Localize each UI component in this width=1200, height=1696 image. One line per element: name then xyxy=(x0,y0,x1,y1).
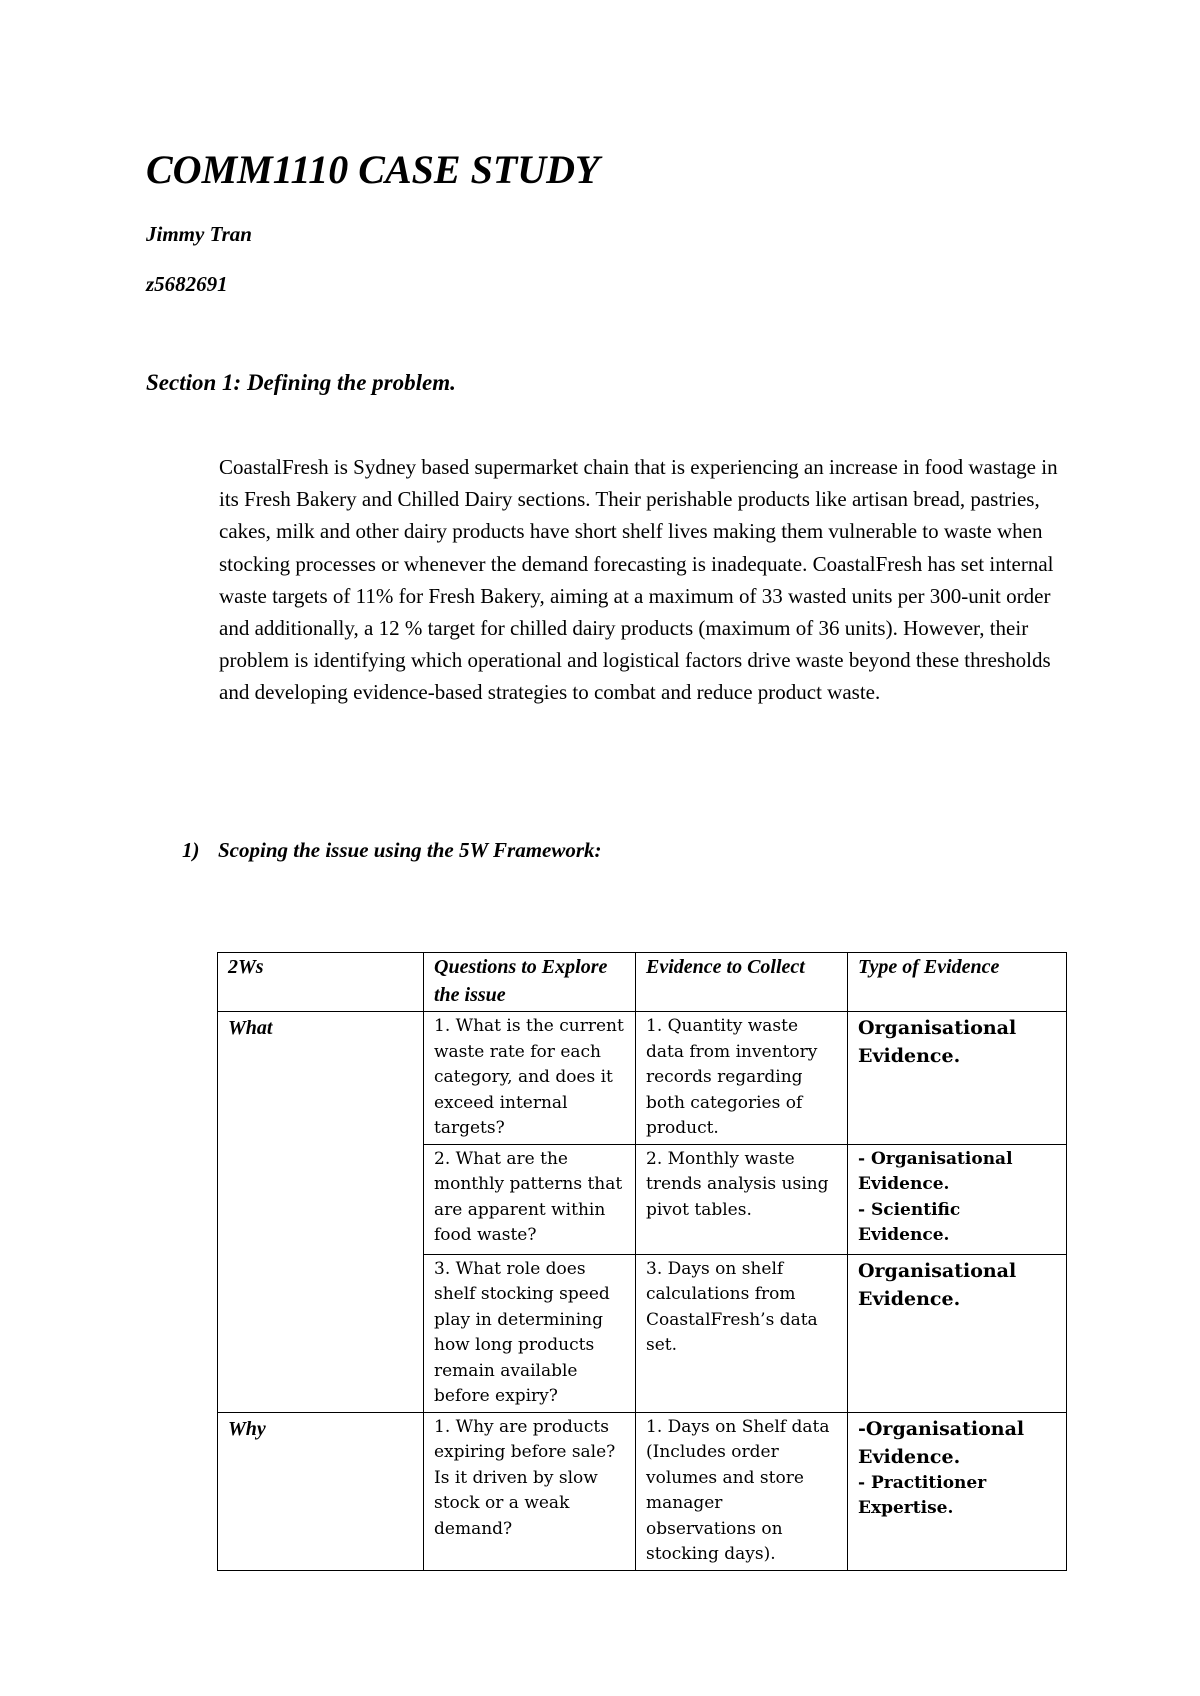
w-cell-why: Why xyxy=(218,1412,424,1570)
evidence-type: - Scientific Evidence. xyxy=(858,1199,961,1245)
type-cell xyxy=(848,1144,1067,1254)
student-id: z5682691 xyxy=(146,272,228,296)
author-name: Jimmy Tran xyxy=(146,222,252,246)
question-cell: 1. Why are products expiring before sale? Is it driven by slow stock or a weak demand? xyxy=(424,1412,636,1570)
framework-table xyxy=(217,952,1067,1571)
subsection-label: Scoping the issue using the 5W Framework: xyxy=(218,838,602,862)
evidence-cell: 1. Days on Shelf data (Includes order volumes and store manager observations on stocking days). xyxy=(636,1412,848,1570)
evidence-cell: 1. Quantity waste data from inventory records regarding both categories of product. xyxy=(636,1012,848,1145)
table-row xyxy=(218,1012,1067,1145)
table-header-row xyxy=(218,953,1067,1012)
document-title: COMM1110 CASE STUDY xyxy=(146,147,600,192)
header-questions: Questions to Explore the issue xyxy=(424,953,636,1012)
type-cell xyxy=(848,1254,1067,1412)
evidence-type: -Organisational Evidence. xyxy=(858,1417,1025,1468)
question-cell: 3. What role does shelf stocking speed play in determining how long products remain available before expiry? xyxy=(424,1254,636,1412)
type-cell xyxy=(848,1012,1067,1145)
header-ws: 2Ws xyxy=(218,953,424,1012)
subsection-number: 1) xyxy=(182,838,200,862)
header-type: Type of Evidence xyxy=(848,953,1067,1012)
type-cell xyxy=(848,1412,1067,1570)
evidence-cell: 2. Monthly waste trends analysis using pivot tables. xyxy=(636,1144,848,1254)
w-cell-what: What xyxy=(218,1012,424,1413)
subsection-heading xyxy=(182,838,602,863)
evidence-type: - Practitioner Expertise. xyxy=(858,1472,987,1518)
header-evidence: Evidence to Collect xyxy=(636,953,848,1012)
evidence-type: - Organisational Evidence. xyxy=(858,1148,1013,1194)
evidence-cell: 3. Days on shelf calculations from CoastalFresh’s data set. xyxy=(636,1254,848,1412)
evidence-type: Organisational Evidence. xyxy=(858,1259,1017,1310)
intro-paragraph: CoastalFresh is Sydney based supermarket chain that is experiencing an increase in food wastage in its Fresh Bakery and Chilled Dairy sections. Their perishable products like artisan bread, pastries, cakes, milk and other dairy products have short shelf lives making them vulnerable to waste when stocking processes or whenever the demand forecasting is inadequate. CoastalFresh has set internal waste targets of 11% for Fresh Bakery, aiming at a maximum of 33 wasted units per 300-unit order and additionally, a 12 % target for chilled dairy products (maximum of 36 units). However, their problem is identifying which operational and logistical factors drive waste beyond these thresholds and developing evidence-based strategies to combat and reduce product waste. xyxy=(219,455,1058,705)
section-heading: Section 1: Defining the problem. xyxy=(146,370,456,395)
evidence-type: Organisational Evidence. xyxy=(858,1017,1017,1067)
table-row xyxy=(218,1412,1067,1570)
question-cell: 2. What are the monthly patterns that are apparent within food waste? xyxy=(424,1144,636,1254)
question-cell: 1. What is the current waste rate for each category, and does it exceed internal targets? xyxy=(424,1012,636,1145)
